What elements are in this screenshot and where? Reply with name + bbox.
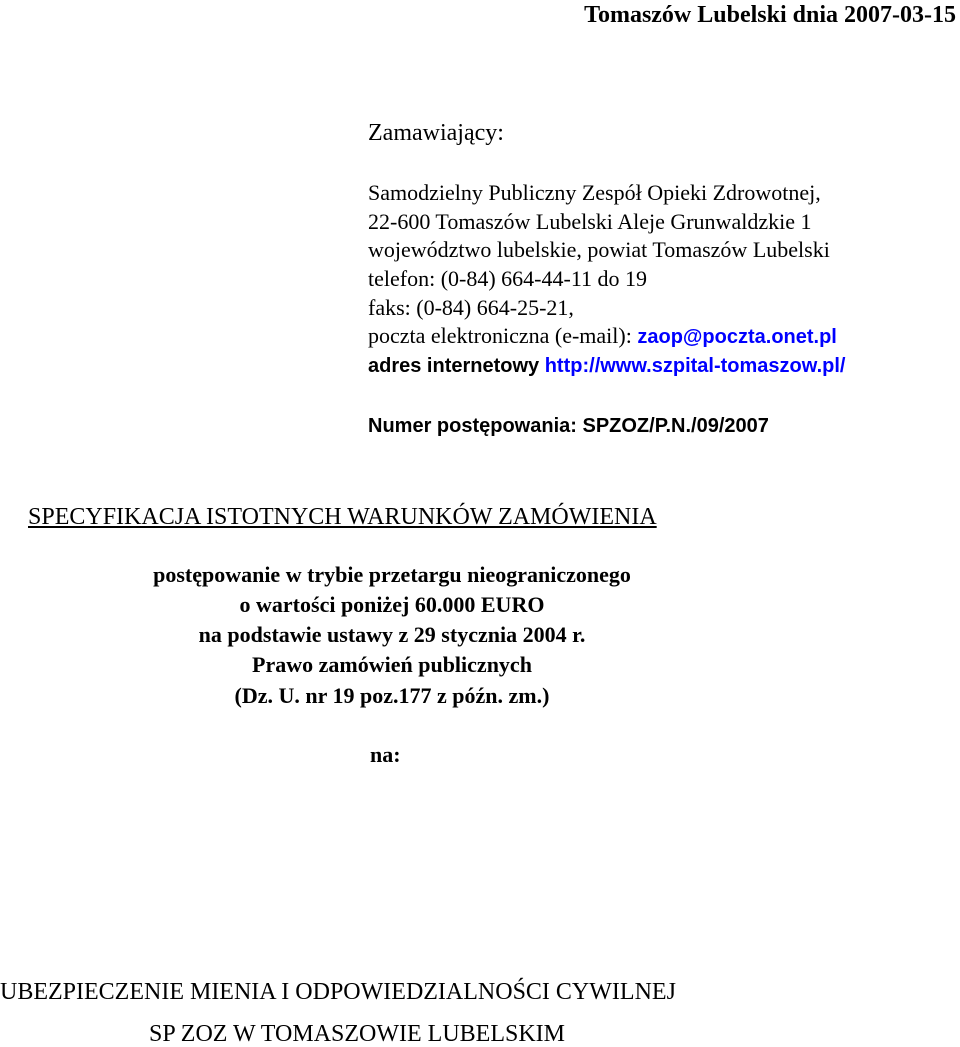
website-label: adres internetowy bbox=[368, 355, 545, 377]
orderer-heading: Zamawiający: bbox=[368, 120, 504, 146]
specification-title: SPECYFIKACJA ISTOTNYCH WARUNKÓW ZAMÓWIENIA bbox=[28, 504, 657, 530]
orderer-region: województwo lubelskie, powiat Tomaszów Lubelski bbox=[368, 237, 830, 262]
spec-line-2: o wartości poniżej 60.000 EURO bbox=[239, 592, 545, 617]
website-link[interactable]: http://www.szpital-tomaszow.pl/ bbox=[544, 355, 846, 377]
subject-line-2: SP ZOZ W TOMASZOWIE LUBELSKIM bbox=[149, 1021, 566, 1047]
spec-line-3: na podstawie ustawy z 29 stycznia 2004 r. bbox=[198, 622, 586, 647]
orderer-website-line bbox=[368, 356, 845, 376]
orderer-name: Samodzielny Publiczny Zespół Opieki Zdrowotnej, bbox=[368, 180, 821, 205]
orderer-fax: faks: (0-84) 664-25-21, bbox=[368, 295, 574, 320]
spec-line-4: Prawo zamówień publicznych bbox=[252, 652, 532, 677]
spec-line-5: (Dz. U. nr 19 poz.177 z późn. zm.) bbox=[234, 683, 550, 708]
for-label: na: bbox=[370, 742, 401, 767]
email-link[interactable]: zaop@poczta.onet.pl bbox=[637, 326, 837, 348]
spec-line-1: postępowanie w trybie przetargu nieograniczonego bbox=[153, 562, 631, 587]
document-date: Tomaszów Lubelski dnia 2007-03-15 bbox=[584, 2, 956, 28]
orderer-phone: telefon: (0-84) 664-44-11 do 19 bbox=[368, 266, 648, 291]
case-number: Numer postępowania: SPZOZ/P.N./09/2007 bbox=[368, 415, 769, 437]
email-label: poczta elektroniczna (e-mail): bbox=[368, 323, 638, 348]
subject-line-1: UBEZPIECZENIE MIENIA I ODPOWIEDZIALNOŚCI CYWILNEJ bbox=[0, 979, 676, 1005]
orderer-email-line bbox=[368, 325, 837, 347]
orderer-address: 22-600 Tomaszów Lubelski Aleje Grunwaldzkie 1 bbox=[368, 209, 812, 234]
